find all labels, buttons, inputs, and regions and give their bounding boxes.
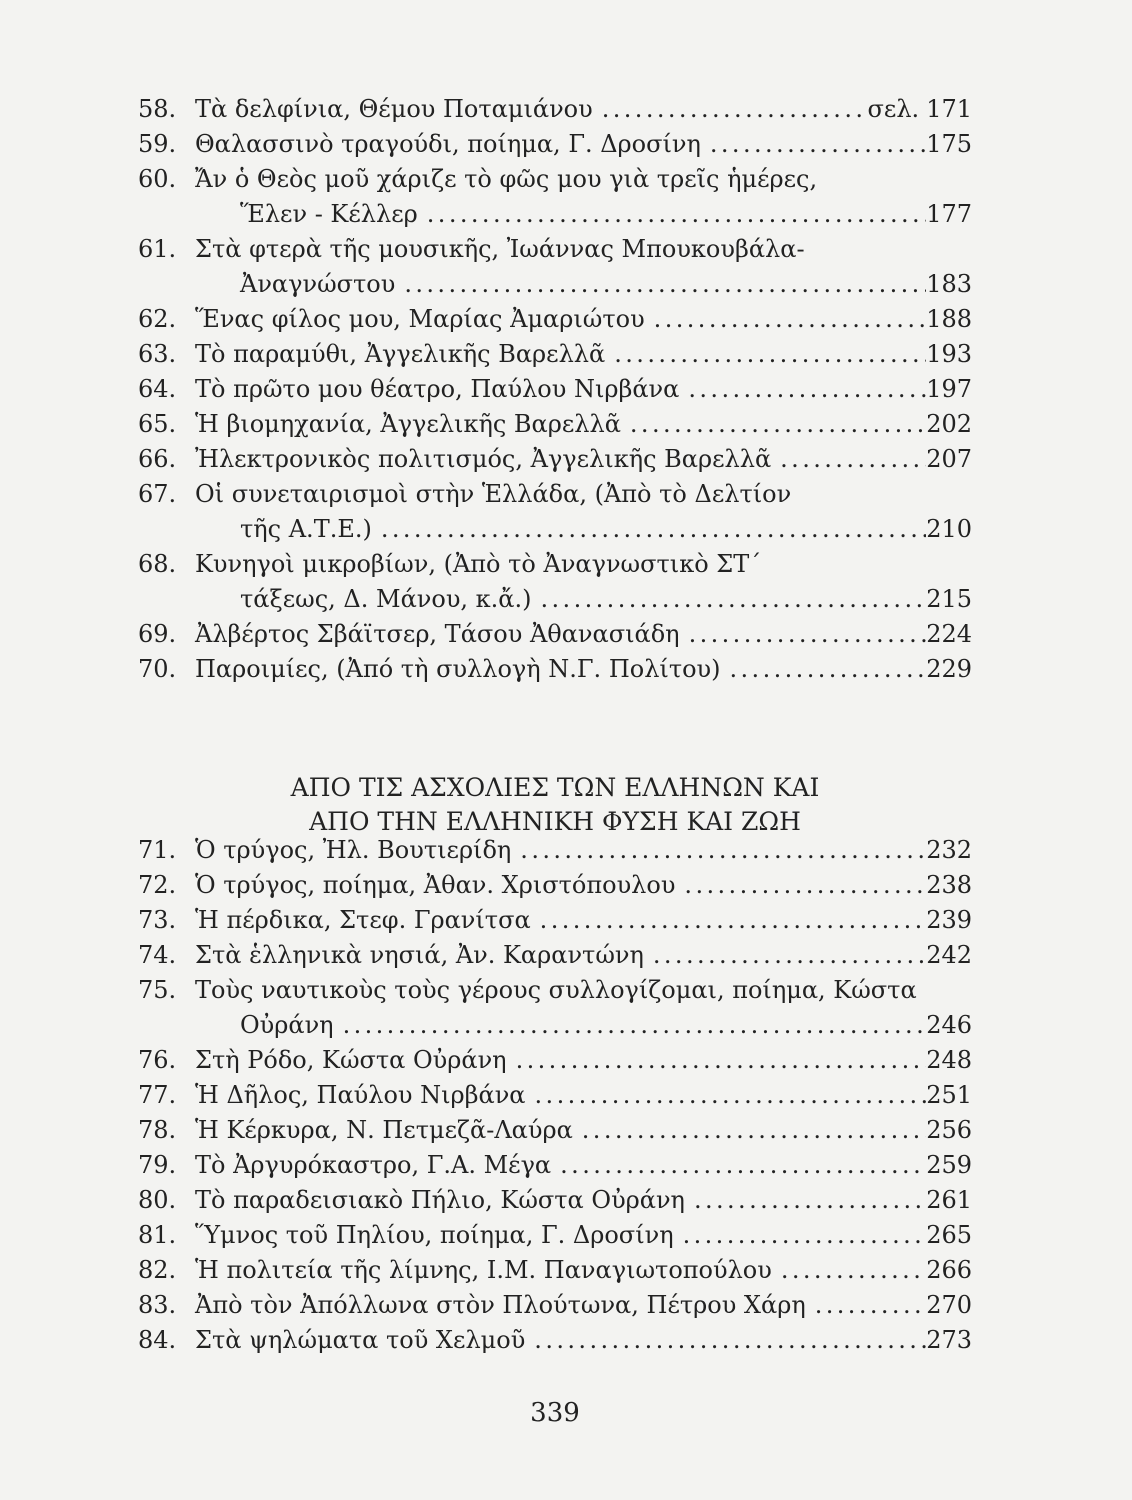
toc-entry-83 [138,1288,972,1323]
entry-number: 74. [138,941,177,969]
toc-entry-60 [138,162,972,232]
toc-entry-72 [138,868,972,903]
entry-title: Τὸ Ἀργυρόκαστρο, Γ.Α. Μέγα [195,1151,552,1179]
toc-entry-71 [138,833,972,868]
toc-entry-61 [138,232,972,302]
table-of-contents-part-1 [138,92,972,687]
dot-leader [701,127,926,162]
dot-leader [531,903,927,938]
toc-entry-79 [138,1148,972,1183]
toc-entry-67 [138,477,972,547]
dot-leader [526,1078,927,1113]
entry-number: 62. [138,305,177,333]
section-heading-line-2: ΑΠΟ ΤΗΝ ΕΛΛΗΝΙΚΗ ΦΥΣΗ ΚΑΙ ΖΩΗ [309,807,801,836]
entry-title: Ἕνας φίλος μου, Μαρίας Ἀμαριώτου [195,305,645,333]
dot-leader [525,1323,926,1358]
entry-page [868,92,972,127]
toc-entry-74 [138,938,972,973]
entry-number: 73. [138,906,177,934]
dot-leader [372,512,926,547]
entry-page-number: 251 [926,1081,972,1109]
entry-title: Τὸ πρῶτο μου θέατρο, Παύλου Νιρβάνα [195,375,680,403]
section-heading-line-1: ΑΠΟ ΤΙΣ ΑΣΧΟΛΙΕΣ ΤΩΝ ΕΛΛΗΝΩΝ ΚΑΙ [290,773,820,802]
entry-number: 82. [138,1256,177,1284]
entry-line-1 [138,547,972,582]
entry-page-number: 229 [926,655,972,683]
toc-entry-77 [138,1078,972,1113]
entry-title: Ἡ Κέρκυρα, Ν. Πετμεζᾶ-Λαύρα [195,1116,573,1144]
toc-entry-70 [138,652,972,687]
dot-leader [685,1183,926,1218]
toc-entry-73 [138,903,972,938]
dot-leader [772,1253,926,1288]
entry-number: 80. [138,1186,177,1214]
dot-leader [418,197,926,232]
entry-title-continued: τῆς Α.Τ.Ε.) [240,515,372,543]
entry-page-number: 207 [926,445,972,473]
dot-leader [680,617,927,652]
entry-line-2 [138,512,972,547]
entry-page-number: 256 [926,1116,972,1144]
entry-page-number: 239 [926,906,972,934]
entry-page-number: 232 [926,836,972,864]
page-number: 339 [530,1398,580,1428]
entry-title: Ὕμνος τοῦ Πηλίου, ποίημα, Γ. Δροσίνη [195,1221,674,1249]
entry-title: Ἀπὸ τὸν Ἀπόλλωνα στὸν Πλούτωνα, Πέτρου Χάρη [195,1291,806,1319]
entry-title: Ὁ τρύγος, ποίημα, Ἀθαν. Χριστόπουλου [195,871,676,899]
entry-number: 75. [138,976,177,1004]
dot-leader [593,92,868,127]
dot-leader [551,1148,926,1183]
entry-line-2 [138,267,972,302]
entry-line-1 [138,162,972,197]
entry-number: 77. [138,1081,177,1109]
entry-page-number: 210 [926,515,972,543]
entry-number: 59. [138,130,177,158]
entry-number: 83. [138,1291,177,1319]
entry-page-number: 183 [926,270,972,298]
entry-title: Ἠλεκτρονικὸς πολιτισμός, Ἀγγελικῆς Βαρελλᾶ [195,445,772,473]
dot-leader [334,1008,927,1043]
toc-entry-59 [138,127,972,162]
section-heading [138,771,972,839]
entry-title: Ὁ τρύγος, Ἠλ. Βουτιερίδη [195,836,512,864]
entry-number: 63. [138,340,177,368]
table-of-contents-part-2 [138,833,972,1358]
entry-title: Θαλασσινὸ τραγούδι, ποίημα, Γ. Δροσίνη [195,130,701,158]
toc-entry-68 [138,547,972,617]
entry-title-continued: Οὐράνη [240,1011,334,1039]
dot-leader [721,652,927,687]
entry-title: Τὸ παραδεισιακὸ Πήλιο, Κώστα Οὐράνη [195,1186,685,1214]
entry-page-number: 188 [926,305,972,333]
entry-page-number: 273 [926,1326,972,1354]
entry-page-number: 177 [926,200,972,228]
dot-leader [771,442,926,477]
entry-page-number: 246 [926,1011,972,1039]
entry-page-number: 193 [926,340,972,368]
entry-page-number: 197 [926,375,972,403]
entry-page-number: 248 [926,1046,972,1074]
toc-entry-84 [138,1323,972,1358]
entry-page-number: 266 [926,1256,972,1284]
entry-page-number: 265 [926,1221,972,1249]
entry-page-number: 202 [926,410,972,438]
dot-leader [674,1218,927,1253]
toc-entry-64 [138,372,972,407]
entry-title: Ἀλβέρτος Σβάϊτσερ, Τάσου Ἀθανασιάδη [195,620,680,648]
entry-number: 78. [138,1116,177,1144]
entry-number: 81. [138,1221,177,1249]
entry-line-1 [138,973,972,1008]
entry-number: 76. [138,1046,177,1074]
entry-number: 58. [138,95,177,123]
entry-title: Οἱ συνεταιρισμοὶ στὴν Ἑλλάδα, (Ἀπὸ τὸ Δελτίον [195,480,792,508]
dot-leader [573,1113,926,1148]
entry-title: Στὴ Ρόδο, Κώστα Οὐράνη [195,1046,507,1074]
entry-title: Τοὺς ναυτικοὺς τοὺς γέρους συλλογίζομαι, ποίημα, Κώστα [195,976,917,1004]
entry-number: 69. [138,620,177,648]
entry-line-2 [138,582,972,617]
entry-number: 84. [138,1326,177,1354]
entry-number: 70. [138,655,177,683]
entry-page-number: 215 [926,585,972,613]
entry-number: 67. [138,480,177,508]
entry-title: Κυνηγοὶ μικροβίων, (Ἀπὸ τὸ Ἀναγνωστικὸ ΣΤ΄ [195,550,762,578]
entry-title-continued: Ἕλεν - Κέλλερ [240,200,418,228]
entry-page-number: 259 [926,1151,972,1179]
dot-leader [645,302,927,337]
entry-title: Ἡ Δῆλος, Παύλου Νιρβάνα [195,1081,526,1109]
entry-number: 71. [138,836,177,864]
entry-title: Στὰ ψηλώματα τοῦ Χελμοῦ [195,1326,526,1354]
dot-leader [395,267,926,302]
entry-title: Ἡ πέρδικα, Στεφ. Γρανίτσα [195,906,531,934]
toc-entry-69 [138,617,972,652]
entry-number: 60. [138,165,177,193]
dot-leader [679,372,926,407]
entry-number: 68. [138,550,177,578]
dot-leader [605,337,926,372]
dot-leader [507,1043,927,1078]
page-abbreviation: σελ. [867,95,920,123]
entry-title: Τὰ δελφίνια, Θέμου Ποταμιάνου [195,95,593,123]
entry-page-number: 224 [926,620,972,648]
dot-leader [644,938,926,973]
toc-entry-78 [138,1113,972,1148]
toc-entry-62 [138,302,972,337]
entry-title: Ἄν ὁ Θεὸς μοῦ χάριζε τὸ φῶς μου γιὰ τρεῖς ἡμέρες, [195,165,818,193]
entry-number: 61. [138,235,177,263]
toc-entry-58 [138,92,972,127]
entry-page-number: 242 [926,941,972,969]
toc-entry-81 [138,1218,972,1253]
entry-title: Ἡ πολιτεία τῆς λίμνης, Ι.Μ. Παναγιωτοπούλου [195,1256,772,1284]
toc-entry-75 [138,973,972,1043]
entry-page-number: 261 [926,1186,972,1214]
toc-entry-82 [138,1253,972,1288]
toc-entry-66 [138,442,972,477]
entry-line-2 [138,1008,972,1043]
dot-leader [621,407,926,442]
dot-leader [806,1288,926,1323]
entry-number: 79. [138,1151,177,1179]
entry-number: 66. [138,445,177,473]
entry-number: 65. [138,410,177,438]
dot-leader [511,833,926,868]
entry-title: Τὸ παραμύθι, Ἀγγελικῆς Βαρελλᾶ [195,340,606,368]
dot-leader [532,582,927,617]
entry-line-1 [138,477,972,512]
entry-page-number: 171 [926,95,972,123]
dot-leader [675,868,926,903]
entry-line-1 [138,232,972,267]
toc-entry-76 [138,1043,972,1078]
entry-title: Στὰ ἑλληνικὰ νησιά, Ἀν. Καραντώνη [195,941,644,969]
entry-page-number: 175 [926,130,972,158]
entry-title: Ἡ βιομηχανία, Ἀγγελικῆς Βαρελλᾶ [195,410,621,438]
entry-number: 64. [138,375,177,403]
entry-title: Στὰ φτερὰ τῆς μουσικῆς, Ἰωάννας Μπουκουβάλα- [195,235,805,263]
entry-title-continued: τάξεως, Δ. Μάνου, κ.ἄ.) [240,585,532,613]
entry-page-number: 270 [926,1291,972,1319]
entry-title-continued: Ἀναγνώστου [240,270,396,298]
entry-line-2 [138,197,972,232]
toc-entry-80 [138,1183,972,1218]
entry-number: 72. [138,871,177,899]
toc-entry-65 [138,407,972,442]
entry-page-number: 238 [926,871,972,899]
toc-entry-63 [138,337,972,372]
entry-title: Παροιμίες, (Ἀπό τὴ συλλογὴ Ν.Γ. Πολίτου) [195,655,721,683]
